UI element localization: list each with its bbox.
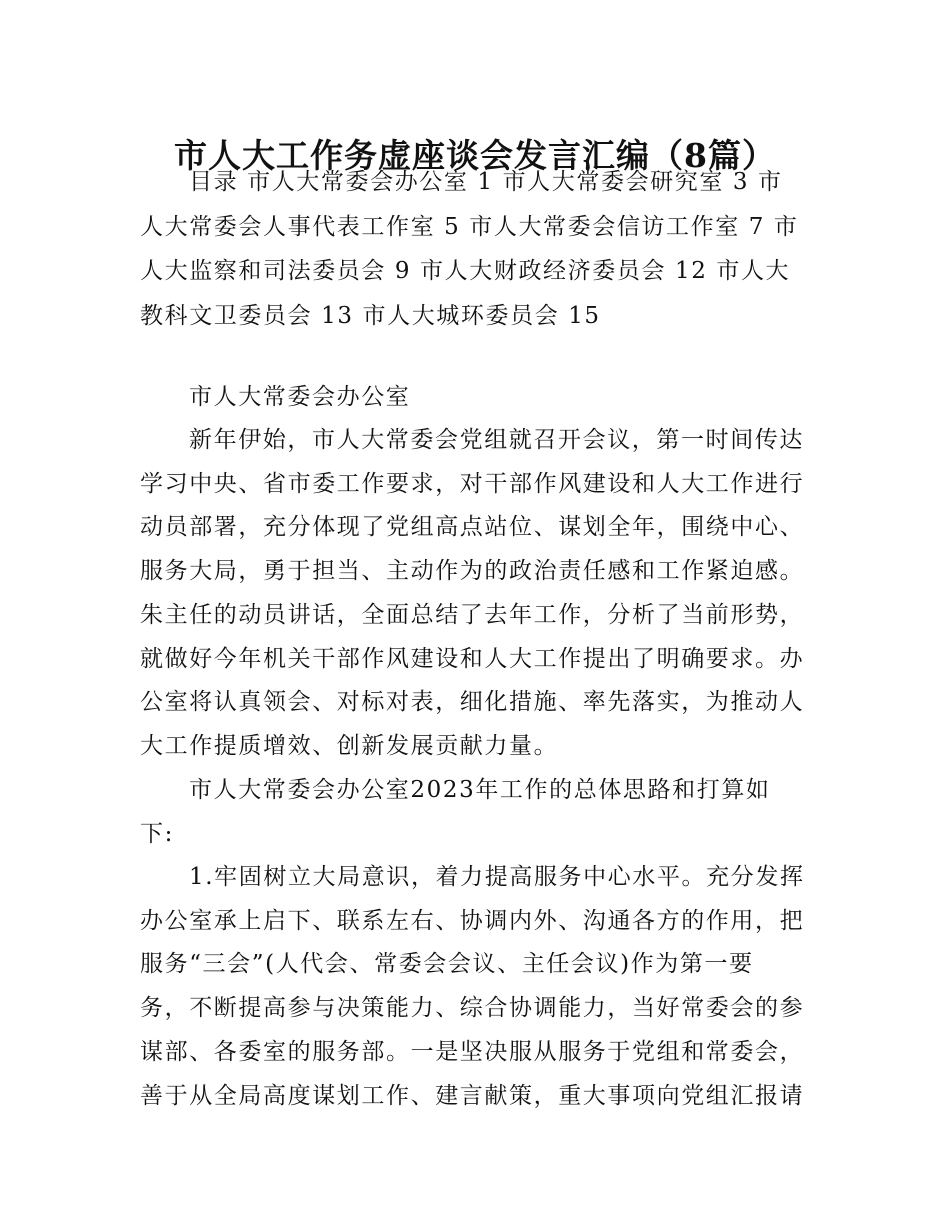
toc-line: 目录 市人大常委会办公室 1 市人大常委会研究室 3 市 bbox=[189, 169, 783, 195]
paragraph-line: 就做好今年机关干部作风建设和人大工作提出了明确要求。办 bbox=[140, 645, 805, 672]
paragraph-line: 公室将认真领会、对标对表，细化措施、率先落实，为推动人 bbox=[140, 689, 805, 716]
toc-line: 人大常委会人事代表工作室 5 市人大常委会信访工作室 7 市 bbox=[140, 213, 799, 240]
paragraph-line: 下: bbox=[140, 820, 174, 847]
paragraph-line: 服务“三会”(人代会、常委会会议、主任会议)作为第一要 bbox=[140, 951, 754, 978]
document-title: 市人大工作务虚座谈会发言汇编（8篇） bbox=[174, 136, 776, 176]
paragraph-line: 动员部署，充分体现了党组高点站位、谋划全年，围绕中心、 bbox=[140, 514, 805, 541]
paragraph-line: 谋部、各委室的服务部。一是坚决服从服务于党组和常委会， bbox=[140, 1038, 805, 1065]
toc-line: 人大监察和司法委员会 9 市人大财政经济委员会 12 市人大 bbox=[140, 258, 791, 284]
toc-line: 教科文卫委员会 13 市人大城环委员会 15 bbox=[140, 302, 601, 329]
section-heading bbox=[140, 376, 810, 420]
paragraph-intro bbox=[140, 419, 810, 769]
paragraph-line: 学习中央、省市委工作要求，对干部作风建设和人大工作进行 bbox=[140, 470, 805, 497]
section-heading-text: 市人大常委会办公室 bbox=[189, 384, 411, 410]
paragraph-line: 朱主任的动员讲话，全面总结了去年工作，分析了当前形势， bbox=[140, 601, 805, 628]
paragraph-line: 市人大常委会办公室2023年工作的总体思路和打算如 bbox=[189, 777, 771, 803]
paragraph-plan-intro bbox=[140, 769, 810, 856]
table-of-contents bbox=[140, 160, 810, 338]
paragraph-line: 新年伊始，市人大常委会党组就召开会议，第一时间传达 bbox=[189, 427, 804, 453]
paragraph-line: 服务大局，勇于担当、主动作为的政治责任感和工作紧迫感。 bbox=[140, 558, 805, 585]
paragraph-line: 大工作提质增效、创新发展贡献力量。 bbox=[140, 732, 559, 759]
paragraph-point-1 bbox=[140, 856, 810, 1118]
paragraph-line: 务，不断提高参与决策能力、综合协调能力，当好常委会的参 bbox=[140, 995, 805, 1022]
paragraph-line: 1.牢固树立大局意识，着力提高服务中心水平。充分发挥 bbox=[189, 864, 805, 890]
paragraph-line: 办公室承上启下、联系左右、协调内外、沟通各方的作用，把 bbox=[140, 907, 805, 934]
paragraph-line: 善于从全局高度谋划工作、建言献策，重大事项向党组汇报请 bbox=[140, 1082, 805, 1109]
